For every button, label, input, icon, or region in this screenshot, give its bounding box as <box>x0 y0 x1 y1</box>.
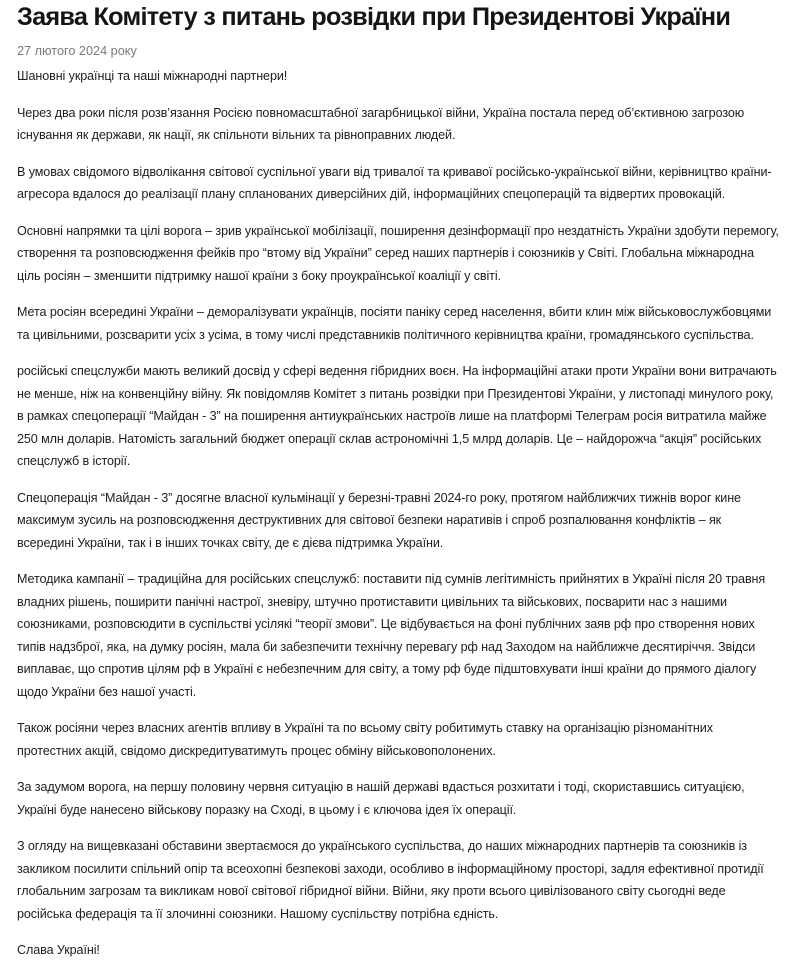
paragraph: Основні напрямки та цілі ворога – зрив української мобілізації, поширення дезінформації про нездатність України здобути перемогу, створення та розповсюдження фейків про “втому від України” серед наших партнерів і союзників у Світі. Глобальна міжнародна ціль росіян – зменшити підтримку нашої країни з боку проукраїнської коаліції у світі. <box>17 223 779 283</box>
paragraph: За задумом ворога, на першу половину червня ситуацію в нашій державі вдасться розхитати і тоді, скориставшись ситуацією, Україні буде нанесено військову поразку на Сході, в цьому і є ключова ідея їх операції. <box>17 780 745 817</box>
paragraph: З огляду на вищевказані обставини звертаємося до українського суспільства, до наших міжнародних партнерів та союзників із закликом посилити спільний опір та всеохопні безпекові заходи, особливо в інформаційному просторі, задля ефективної протидії глобальним загрозам та викликам нової світової гібридної війни. Війни, яку проти всього цивілізованого світу сьогодні веде російська федерація та її злочинні союзники. Нашому суспільству потрібна єдність. <box>17 839 764 921</box>
paragraph-closing: Слава Україні! <box>17 943 100 957</box>
paragraph: В умовах свідомого відволікання світової суспільної уваги від тривалої та кривавої російсько-української війни, керівництво країни-агресора вдалося до реалізації плану спланованих диверсійних дій, інформаційних спецоперацій та відвертих провокацій. <box>17 164 772 201</box>
paragraph: Через два роки після розв’язання Росією повномасштабної загарбницької війни, Україна постала перед об’єктивною загрозою існування як держави, як нації, як спільноти вільних та рівноправних людей. <box>17 105 745 142</box>
paragraph: Спецоперація “Майдан - 3” досягне власної кульмінації у березні-травні 2024-го року, протягом найближчих тижнів ворог кине максимум зусиль на розповсюдження деструктивних для світової безпеки наративів і спроб розпалювання конфліктів – як всередині України, так і в інших точках світу, де є дієва підтримка України. <box>17 490 741 550</box>
publication-date: 27 лютого 2024 року <box>17 44 137 58</box>
paragraph: Методика кампанії – традиційна для російських спецслужб: поставити під сумнів легітимність прийнятих в Україні після 20 травня владних рішень, поширити панічні настрої, зневіру, штучно протиставити цивільних та військових, посварити нас з нашими союзниками, розповсюдити в суспільстві усілякі “теорії змови”. Це відбувається на фоні публічних заяв рф про створення нових типів надзброї, яка, на думку росіян, мала би забезпечити технічну перевагу рф над Заходом на найближче десятиріччя. Звідси виплаває, що спротив цілям рф в Україні є небезпечним для світу, а тому рф буде підштовхувати інші країни до прямого діалогу щодо України без нашої участі. <box>17 572 766 699</box>
paragraph-greeting: Шановні українці та наші міжнародні партнери! <box>17 69 288 83</box>
article-body <box>17 65 779 976</box>
paragraph: Мета росіян всередині України – деморалізувати українців, посіяти паніку серед населення, вбити клин між військовослужбовцями та цивільними, розсварити усіх з усіма, в тому числі представників політичного керівництва країни, громадянського суспільства. <box>17 305 772 342</box>
article-title: Заява Комітету з питань розвідки при Президентові України <box>17 3 731 31</box>
paragraph: російські спецслужби мають великий досвід у сфері ведення гібридних воєн. На інформаційні атаки проти України вони витрачають не менше, ніж на конвенційну війну. Як повідомляв Комітет з питань розвідки при Президентові України, у листопаді минулого року, в рамках спецоперації “Майдан - 3” на поширення антиукраїнських настроїв лише на платформі Телеграм росія витратила майже 250 млн доларів. Натомість загальний бюджет операції склав астрономічні 1,5 млрд доларів. Це – найдорожча “акція” російських спецслужб в історії. <box>17 364 777 468</box>
paragraph: Також росіяни через власних агентів впливу в Україні та по всьому світу робитимуть ставку на організацію різноманітних протестних акцій, свідомо дискредитуватимуть процес обміну військовополонених. <box>17 721 713 758</box>
